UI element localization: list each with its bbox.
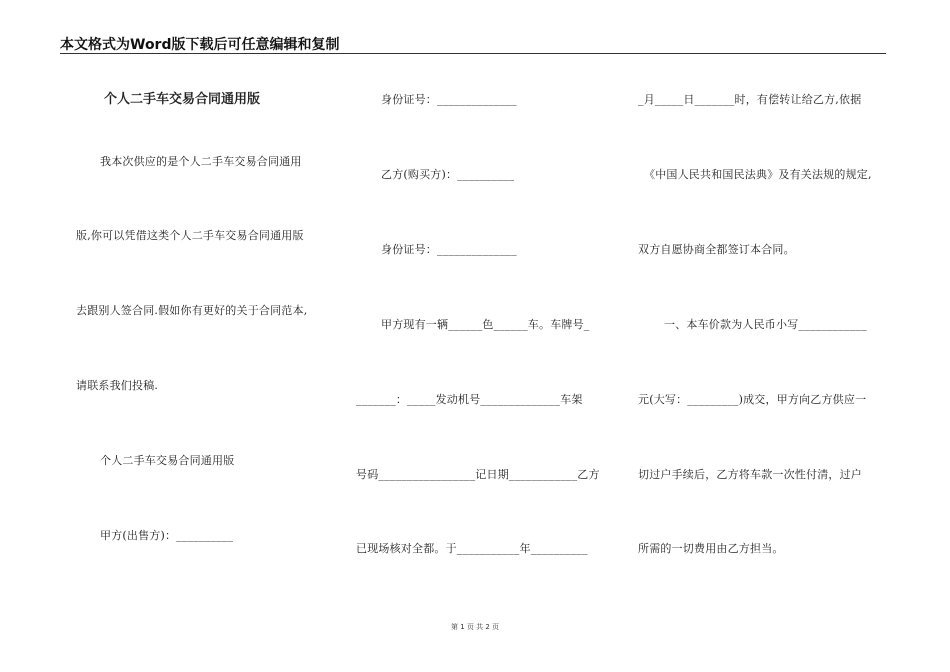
paragraph-line: 甲方现有一辆______色______车。车牌号_ (381, 318, 590, 331)
paragraph-line: 版,你可以凭借这类个人二手车交易合同通用版 (76, 229, 304, 242)
document-title: 个人二手车交易合同通用版 (104, 92, 261, 107)
seller-field: 甲方(出售方)：__________ (100, 529, 234, 542)
paragraph-line: _月_____日_______时，有偿转让给乙方,依据 (638, 93, 862, 106)
paragraph-line: 号码_________________记日期____________乙方 (356, 468, 600, 481)
section-heading: 个人二手车交易合同通用版 (100, 454, 235, 467)
paragraph-line: 所需的一切费用由乙方担当。 (638, 542, 784, 555)
paragraph-line: 《中国人民共和国民法典》及有关法规的规定, (644, 168, 872, 181)
document-header: 本文格式为Word版下载后可任意编辑和复制 (60, 37, 340, 53)
buyer-id-field: 身份证号：______________ (381, 243, 517, 256)
paragraph-line: 双方自愿协商全都签订本合同。 (638, 243, 795, 256)
paragraph-line: 去跟别人签合同.假如你有更好的关于合同范本, (76, 304, 308, 317)
seller-id-field: 身份证号：______________ (381, 93, 517, 106)
page-number: 第 1 页 共 2 页 (450, 623, 500, 631)
paragraph-line: 切过户手续后，乙方将车款一次性付清，过户 (638, 468, 862, 481)
paragraph-line: 元(大写：_________)成交，甲方向乙方供应一 (638, 393, 867, 406)
paragraph-line: 我本次供应的是个人二手车交易合同通用 (100, 155, 302, 168)
paragraph-line: _______：_____发动机号______________车架 (356, 393, 583, 406)
paragraph-line: 已现场核对全都。于___________年__________ (356, 542, 588, 555)
header-divider (60, 53, 886, 54)
clause-heading: 一、本车价款为人民币小写____________ (664, 318, 867, 331)
buyer-field: 乙方(购买方)：__________ (381, 168, 515, 181)
paragraph-line: 请联系我们投稿. (76, 379, 159, 392)
